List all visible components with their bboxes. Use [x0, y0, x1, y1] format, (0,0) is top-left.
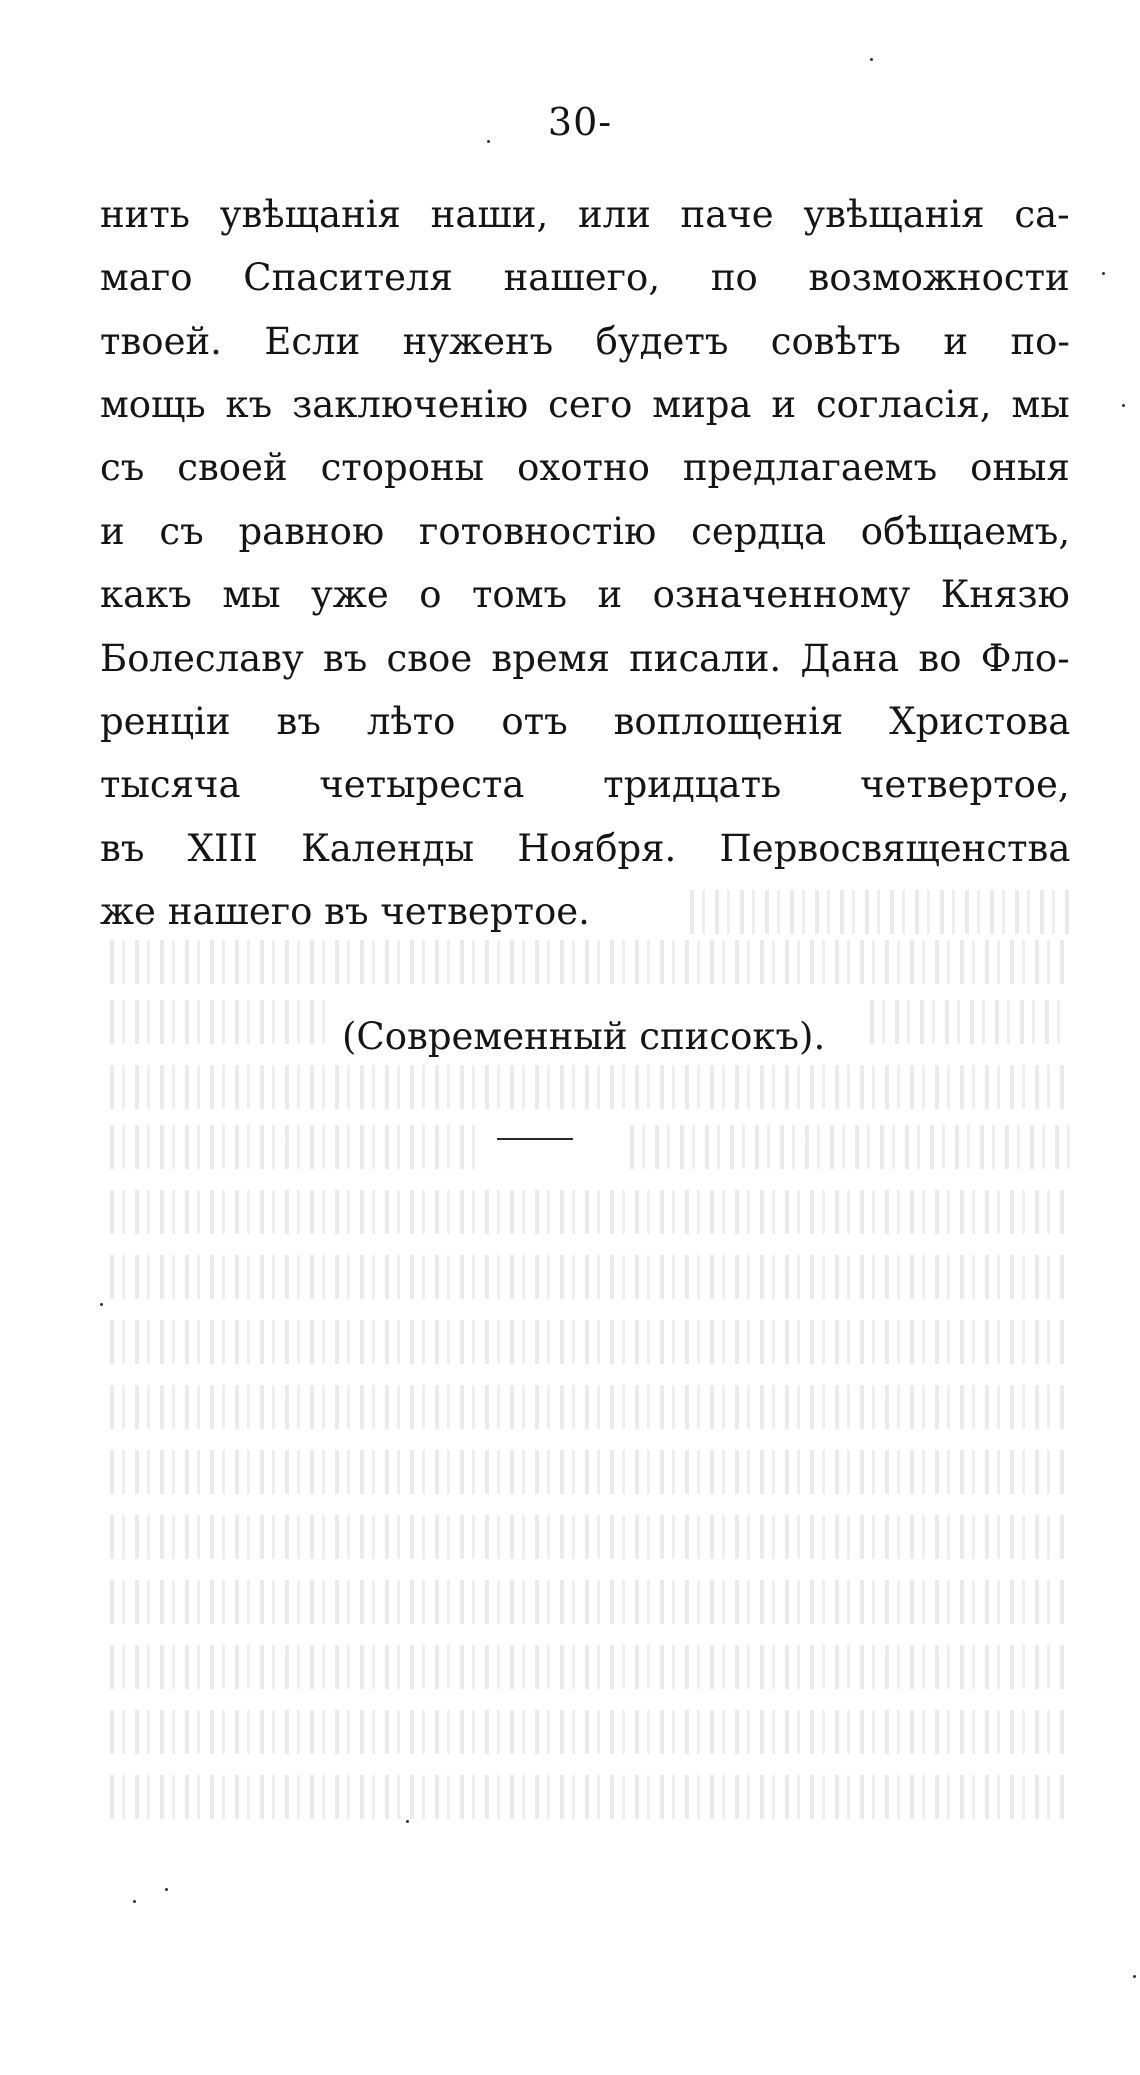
show-through-17 [100, 1775, 1070, 1819]
text-line-11: въ XIII Календы Ноября. Первосвященства [100, 827, 1071, 870]
text-line-1: нить увѣщанія наши, или паче увѣщанія са- [100, 193, 1070, 236]
text-line-12: же нашего въ четвертое. [100, 890, 590, 933]
scan-speck [870, 58, 873, 61]
show-through-9 [100, 1255, 1070, 1299]
show-through-2 [100, 940, 1070, 984]
show-through-16 [100, 1710, 1070, 1754]
scan-speck [100, 1303, 103, 1306]
scan-speck [487, 140, 490, 143]
scan-speck [165, 1888, 168, 1891]
heading-rule [497, 1138, 573, 1140]
scan-speck [1133, 1975, 1136, 1978]
show-through-12 [100, 1450, 1070, 1494]
show-through-5 [100, 1065, 1070, 1109]
text-line-5: съ своей стороны охотно предлагаемъ оныя [100, 446, 1070, 489]
show-through-13 [100, 1515, 1070, 1559]
text-line-3: твоей. Если нуженъ будетъ совѣтъ и по- [100, 320, 1070, 363]
text-line-8: Болеславу въ свое время писали. Дана во Фло- [100, 637, 1070, 680]
text-line-9: ренціи въ лѣто отъ воплощенія Христова [100, 700, 1071, 743]
show-through-7 [620, 1125, 1070, 1169]
show-through-3 [100, 1000, 330, 1044]
section-heading: (Современный списокъ). [342, 1015, 826, 1058]
show-through-1 [680, 890, 1070, 934]
page-number: 30- [547, 100, 613, 144]
show-through-4 [860, 1000, 1070, 1044]
show-through-11 [100, 1385, 1070, 1429]
show-through-6 [100, 1125, 480, 1169]
show-through-8 [100, 1190, 1070, 1234]
text-line-4: мощь къ заключенію сего мира и согласія, мы [100, 383, 1070, 426]
show-through-10 [100, 1320, 1070, 1364]
text-line-6: и съ равною готовностію сердца обѣщаемъ, [100, 510, 1071, 553]
text-line-7: какъ мы уже о томъ и означенному Князю [100, 573, 1070, 616]
text-line-10: тысяча четыреста тридцать четвертое, [100, 763, 1070, 806]
show-through-14 [100, 1580, 1070, 1624]
scan-speck [1122, 404, 1125, 407]
scan-speck [133, 1900, 136, 1903]
show-through-15 [100, 1645, 1070, 1689]
scan-speck [406, 1820, 409, 1823]
text-line-2: маго Спасителя нашего, по возможности [100, 256, 1070, 299]
scan-speck [1102, 272, 1105, 275]
